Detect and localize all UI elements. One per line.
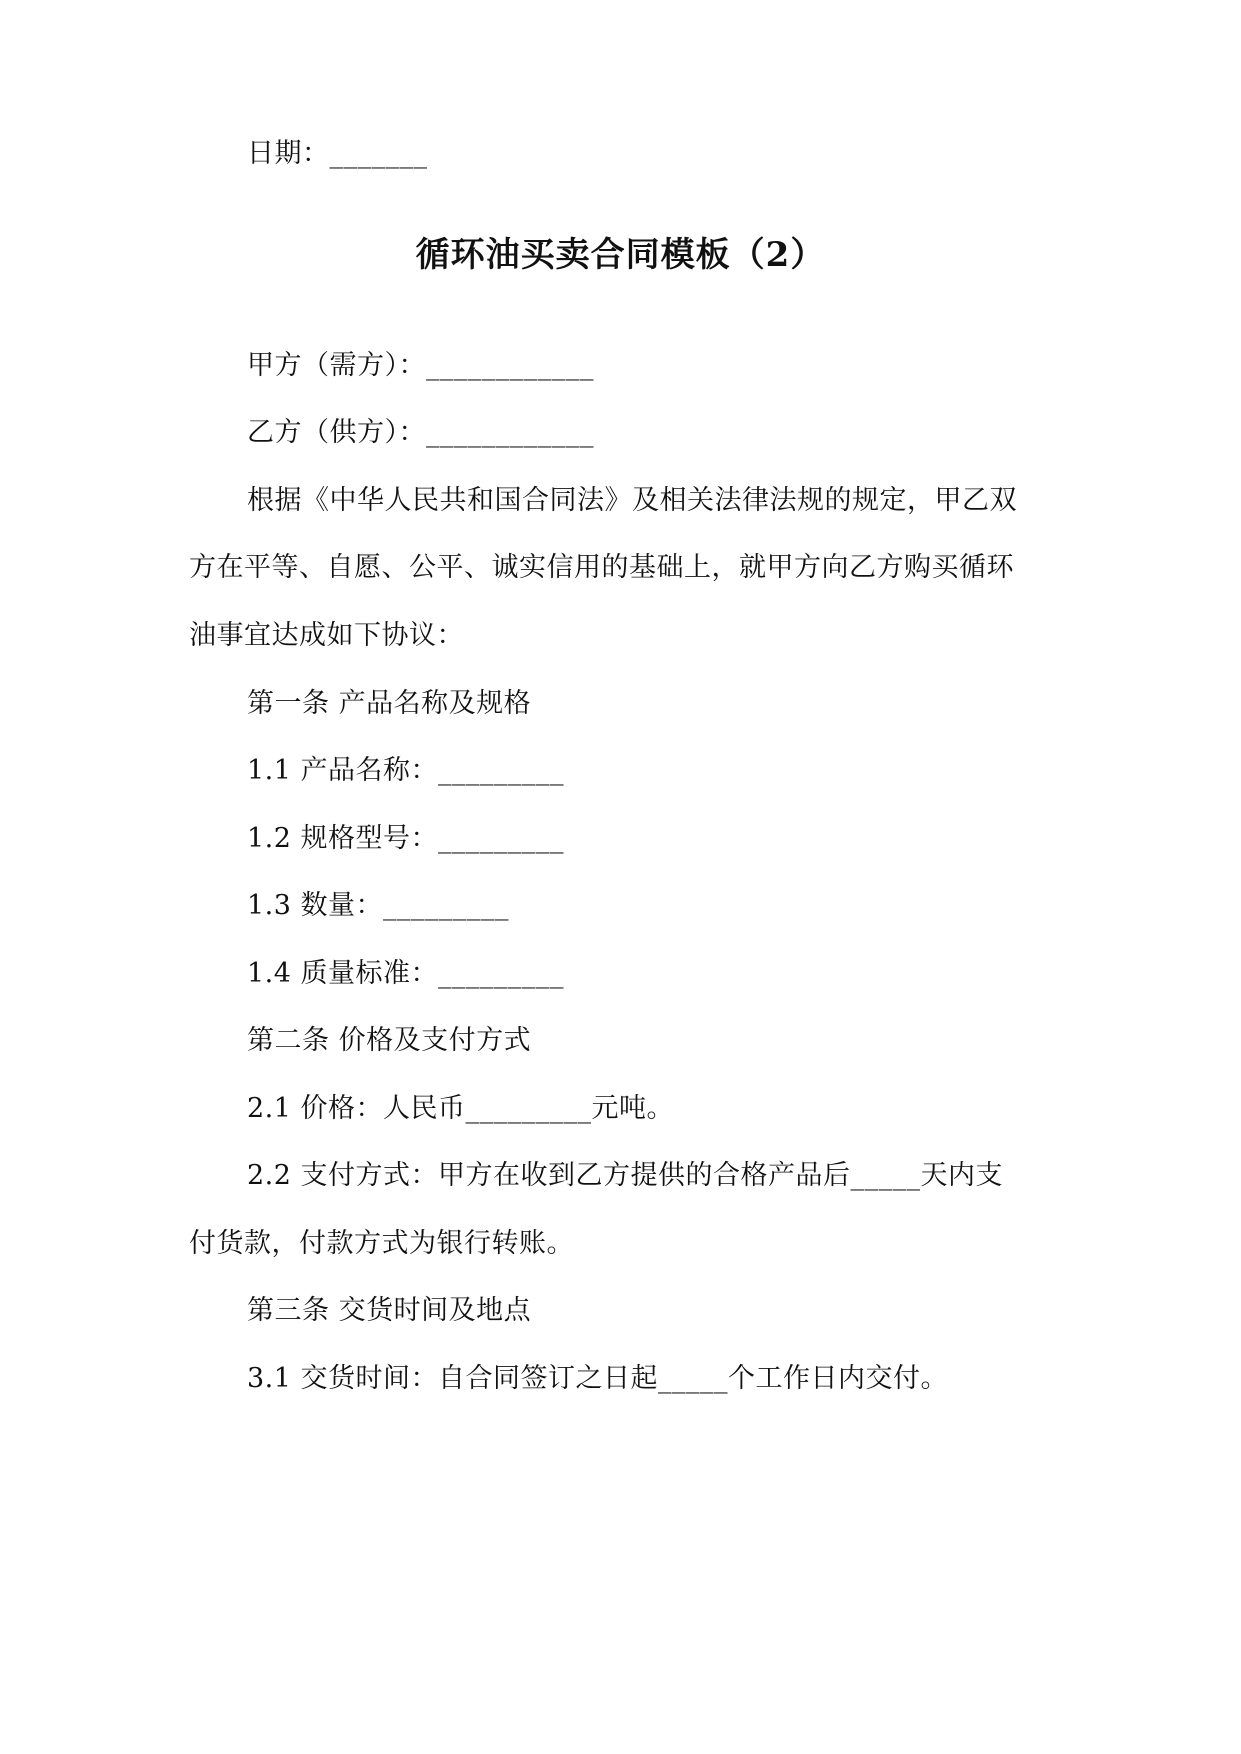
party-b-line: 乙方（供方）：____________ [247, 417, 594, 448]
party-a-line: 甲方（需方）：____________ [247, 350, 594, 381]
article-3-heading: 第三条 交货时间及地点 [247, 1295, 532, 1326]
date-line: 日期：_______ [247, 138, 428, 169]
intro-paragraph-line-2: 方在平等、自愿、公平、诚实信用的基础上，就甲方向乙方购买循环 [189, 552, 1014, 583]
clause-1-3: 1.3 数量：_________ [247, 890, 510, 921]
document-title: 循环油买卖合同模板（2） [415, 235, 826, 275]
article-1-heading: 第一条 产品名称及规格 [247, 688, 532, 719]
intro-paragraph-line-3: 油事宜达成如下协议： [189, 620, 464, 651]
clause-1-4: 1.4 质量标准：_________ [247, 958, 565, 989]
article-2-heading: 第二条 价格及支付方式 [247, 1025, 532, 1056]
clause-3-1: 3.1 交货时间：自合同签订之日起_____个工作日内交付。 [247, 1363, 949, 1394]
intro-paragraph-line-1: 根据《中华人民共和国合同法》及相关法律法规的规定，甲乙双 [247, 485, 1017, 516]
clause-2-2-line-2: 付货款，付款方式为银行转账。 [189, 1228, 574, 1259]
clause-2-2-line-1: 2.2 支付方式：甲方在收到乙方提供的合格产品后_____天内支 [247, 1160, 1004, 1191]
clause-1-1: 1.1 产品名称：_________ [247, 755, 565, 786]
clause-1-2: 1.2 规格型号：_________ [247, 823, 565, 854]
clause-2-1: 2.1 价格：人民币_________元吨。 [247, 1093, 675, 1124]
